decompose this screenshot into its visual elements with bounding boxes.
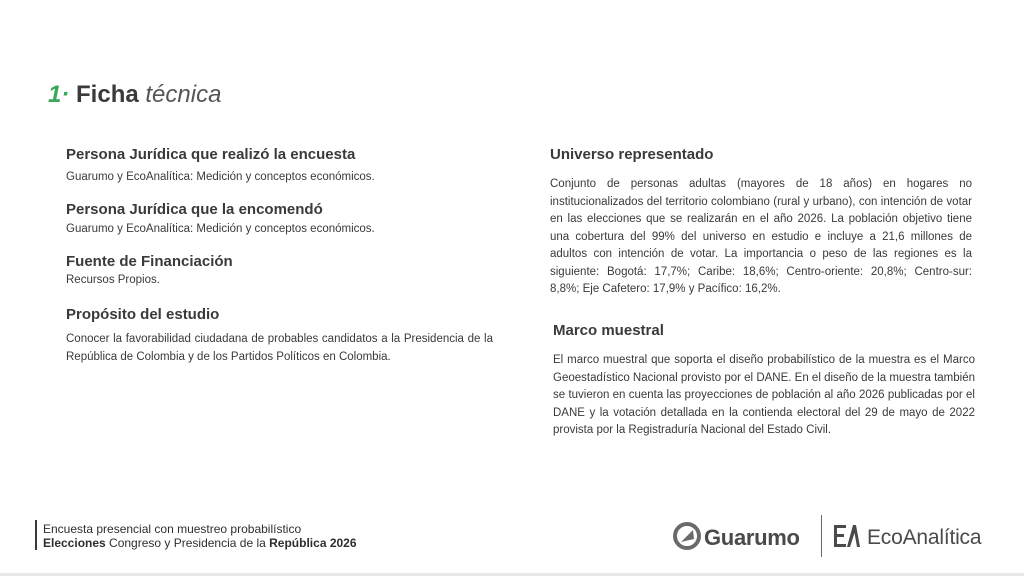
section-text: Conocer la favorabilidad ciudadana de probables candidatos a la Presidencia de la República de Colombia y de los Partidos Políticos en Colombia. — [66, 333, 493, 363]
section-text: Recursos Propios. — [66, 274, 160, 286]
section-text: Guarumo y EcoAnalítica: Medición y conceptos económicos. — [66, 223, 375, 235]
section-text: Conjunto de personas adultas (mayores de 18 años) en hogares no institucionalizados del territorio colombiano (rural y urbano), con intención de votar en las elecciones que se realizarán en el año 2026. La población objetivo tiene una cobertura del 99% del universo en estudio e incluye a 21,6 millones de adultos con intención de votar. La importancia o peso de las regiones es la siguiente: Bogotá: 17,7%; Caribe: 18,6%; Centro-oriente: 20,8%; Centro-sur: 8,8%; Eje Cafetero: 17,9% y Pacífico: 16,2%. — [550, 178, 972, 295]
title-italic: técnica — [145, 81, 222, 108]
section-proposito — [66, 306, 493, 366]
footer-divider — [35, 520, 37, 550]
footer-caption — [43, 522, 357, 550]
title-bold: Ficha — [76, 81, 139, 108]
ecoanalitica-logo — [831, 521, 981, 555]
footer-bold-1: Elecciones — [43, 536, 106, 550]
section-text: Guarumo y EcoAnalítica: Medición y conceptos económicos. — [66, 171, 375, 183]
section-heading: Fuente de Financiación — [66, 253, 233, 270]
guarumo-logo — [672, 521, 800, 555]
section-heading: Persona Jurídica que la encomendó — [66, 201, 323, 218]
section-universo — [550, 146, 972, 299]
section-realizo — [66, 146, 506, 187]
guarumo-wordmark: Guarumo — [704, 525, 800, 550]
footer-mid: Congreso y Presidencia de la — [105, 536, 270, 550]
section-heading: Propósito del estudio — [66, 306, 220, 323]
section-marco — [553, 322, 975, 440]
ecoanalitica-wordmark: EcoAnalítica — [867, 526, 982, 549]
section-financiacion — [66, 253, 506, 290]
footer-bold-2: República 2026 — [269, 536, 357, 550]
footer-line-2 — [43, 536, 357, 550]
page-title — [48, 80, 221, 110]
logo-separator — [821, 515, 822, 557]
section-heading: Universo representado — [550, 146, 714, 163]
title-number: 1· — [48, 81, 70, 108]
ecoanalitica-ea-icon — [831, 521, 861, 556]
section-encomendo — [66, 201, 506, 239]
guarumo-leaf-icon — [672, 521, 702, 556]
section-heading: Persona Jurídica que realizó la encuesta — [66, 146, 356, 163]
footer-line-1: Encuesta presencial con muestreo probabilístico — [43, 522, 302, 536]
section-heading: Marco muestral — [553, 322, 664, 339]
section-text: El marco muestral que soporta el diseño probabilístico de la muestra es el Marco Geoestadístico Nacional provisto por el DANE. En el diseño de la muestra también se tuvieron en cuenta las proyecciones de población al año 2026 publicadas por el DANE y la votación detallada en la contienda electoral del 29 de mayo de 2022 provista por la Registraduría Nacional del Estado Civil. — [553, 354, 975, 436]
